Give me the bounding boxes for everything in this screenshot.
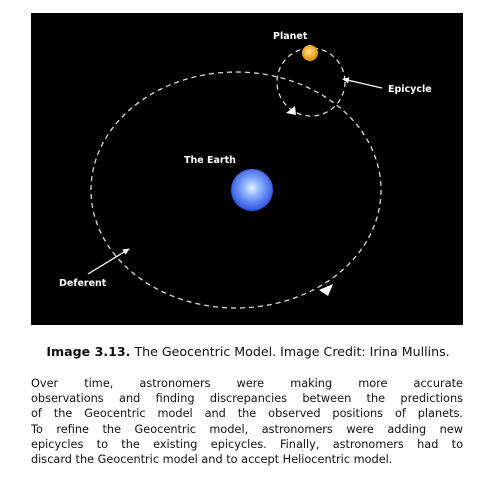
epicycle-direction-arrow [286, 106, 296, 115]
paragraph-line: To refine the Geocentric model, astronomers were adding new [31, 422, 463, 436]
paragraph-line: discard the Geocentric model and to accept Heliocentric model. [31, 453, 393, 467]
epicycle-label: Epicycle [388, 84, 432, 95]
paragraph-line: of the Geocentric model and the observed positions of planets. [31, 407, 463, 421]
geocentric-diagram [31, 13, 463, 325]
epicycle-pointer-arrow [343, 79, 382, 88]
earth-label: The Earth [184, 155, 236, 166]
earth-icon [231, 169, 273, 211]
caption-text: The Geocentric Model. Image Credit: Irina Mullins. [134, 344, 450, 359]
figure-caption [0, 344, 496, 359]
paragraph-line: epicycles to the existing epicycles. Finally, astronomers had to [31, 437, 463, 451]
deferent-pointer-arrow [88, 249, 129, 274]
deferent-label: Deferent [59, 278, 107, 289]
caption-label: Image 3.13. [46, 344, 131, 359]
planet-label: Planet [273, 31, 308, 42]
diagram-canvas [31, 13, 463, 325]
body-paragraph [31, 376, 463, 467]
planet-icon [302, 45, 318, 61]
paragraph-line: Over time, astronomers were making more accurate [31, 377, 463, 390]
paragraph-line: observations and finding discrepancies between the predictions [31, 392, 463, 406]
